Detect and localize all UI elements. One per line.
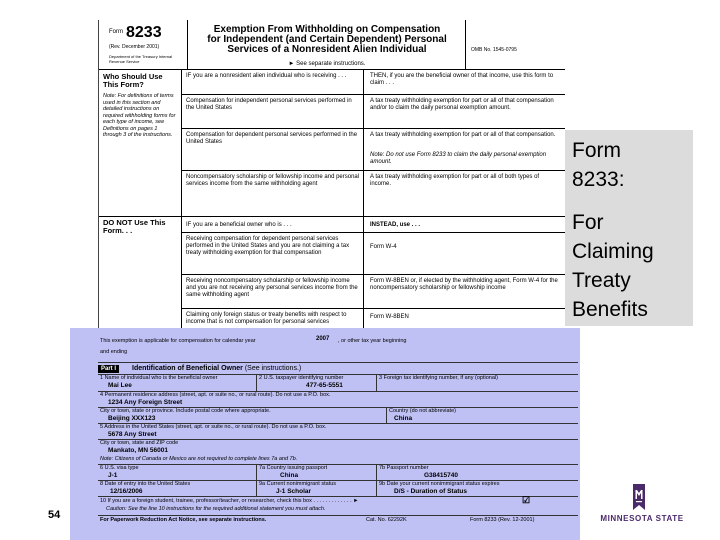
form-title [191, 25, 463, 55]
part-title-text: Identification of Beneficial Owner [132, 365, 243, 372]
row-divider [181, 170, 565, 171]
field7a-value: China [280, 472, 299, 479]
form-word: Form [109, 29, 123, 35]
field10-label: 10 If you are a foreign student, trainee, professor/teacher, or researcher, check this box . . . . . . . . . . . . . ► [100, 498, 359, 504]
form-8233-part1 [70, 328, 580, 540]
field1-label: 1 Name of individual who is the beneficial owner [100, 375, 218, 381]
instead-header: INSTEAD, use . . . [370, 222, 421, 228]
field7b-label: 7b Passport number [379, 465, 429, 471]
us-city-label: City or town, state and ZIP code [100, 440, 179, 446]
field9a-value: J-1 Scholar [276, 488, 312, 495]
header-divider [187, 20, 188, 70]
who-should-heading: Who Should Use This Form? [103, 72, 163, 89]
form-title-line2: for Independent (and Certain Dependent) Personal [207, 34, 447, 45]
field7a-label: 7a Country issuing passport [259, 465, 328, 471]
divider [98, 362, 578, 363]
logo-text: MINNESOTA STATE [600, 514, 684, 523]
header-divider-right [465, 20, 466, 70]
field1-value: Mai Lee [108, 382, 132, 389]
city-value: Beijing XXX123 [108, 415, 156, 422]
form-revision: (Rev. December 2001) [109, 44, 160, 50]
part-title [132, 365, 301, 373]
us-city-value: Mankato, MN 56001 [108, 447, 168, 454]
footer-cat-no: Cat. No. 62292K [366, 517, 407, 523]
divider [98, 496, 578, 497]
field9b-value: D/S - Duration of Status [394, 488, 467, 495]
if-header: IF you are a nonresident alien individual who is receiving . . . [186, 73, 347, 79]
divider [98, 464, 578, 465]
field4-label: 4 Permanent residence address (street, apt. or suite no., or rural route). Do not use a P.O. box. [100, 392, 331, 398]
applicable-text: This exemption is applicable for compensation for calendar year [100, 338, 256, 344]
column-divider [181, 70, 182, 216]
row5-then: Form W-8BEN or, if elected by the withholding agent, Form W-4 for the noncompensatory scholarship or fellowship income [370, 278, 558, 291]
country-label: Country (do not abbreviate) [389, 408, 456, 414]
column-divider-2 [363, 70, 364, 216]
do-not-use-heading: DO NOT Use This Form. . . [103, 218, 166, 235]
callout-line2: 8233: [572, 168, 625, 191]
divider [386, 407, 387, 423]
caution-text: Caution: See the line 10 instructions for the required additional statement you must attach. [106, 506, 326, 512]
form-header [99, 20, 565, 70]
part-label: Part I [98, 365, 119, 373]
slide-callout [565, 130, 693, 326]
then-header: THEN, if you are the beneficial owner of that income, use this form to claim . . . [370, 73, 554, 86]
field5-value: 5678 Any Street [108, 431, 157, 438]
row-divider [181, 308, 565, 309]
omb-number: OMB No. 1545-0795 [471, 47, 517, 53]
part-see-text: (See instructions.) [244, 365, 302, 372]
row-divider [181, 94, 565, 95]
see-instructions: ► See separate instructions. [288, 61, 366, 67]
row-divider [181, 232, 565, 233]
row2-if: Compensation for dependent personal services performed in the United States [186, 132, 358, 145]
row-divider [181, 128, 565, 129]
row3-then: A tax treaty withholding exemption for part or all of both types of income. [370, 174, 540, 187]
row4-if: Receiving compensation for dependent personal services performed in the United States and you are not claiming a tax treaty withholding exemption for that compensation [186, 236, 350, 256]
row2-then: A tax treaty withholding exemption for part or all of that compensation. [370, 132, 556, 138]
callout-line6: Benefits [572, 298, 648, 321]
field4-value: 1234 Any Foreign Street [108, 399, 183, 406]
definitions-note: Note: For definitions of terms used in this section and detailed instructions on required withholding forms for each type of income, see Definitions on pages 1 through 3 of the instructions. [103, 93, 176, 138]
field2-value: 477-65-5551 [306, 382, 343, 389]
row-divider [181, 274, 565, 275]
footer-form-id: Form 8233 (Rev. 12-2001) [470, 517, 535, 523]
field7b-value: G38415740 [424, 472, 458, 479]
and-ending-text: and ending [100, 349, 128, 355]
row6-then: Form W-8BEN [370, 314, 409, 320]
divider [376, 480, 377, 496]
form-number: 8233 [126, 24, 162, 41]
field2-label: 2 U.S. taxpayer identifying number [259, 375, 344, 381]
row5-if: Receiving noncompensatory scholarship or fellowship income and you are not receiving any personal services income from the same withholding agent [186, 278, 358, 298]
row2-then-note: Note: Do not use Form 8233 to claim the daily personal exemption amount. [370, 152, 547, 165]
form-title-line3: Services of a Nonresident Alien Individual [227, 44, 427, 55]
callout-line3: For [572, 211, 604, 234]
form-8233-top [98, 20, 564, 328]
who-should-column [99, 70, 181, 142]
field8-label: 8 Date of entry into the United States [100, 481, 191, 487]
divider [376, 464, 377, 480]
minnesota-state-logo-icon [632, 484, 646, 510]
city-label: City or town, state or province. Include postal code where appropriate. [100, 408, 271, 414]
field6-value: J-1 [108, 472, 118, 479]
do-not-use-section [99, 216, 565, 328]
country-value: China [394, 415, 413, 422]
field6-label: 6 U.S. visa type [100, 465, 139, 471]
divider [256, 464, 257, 480]
field5-label: 5 Address in the United States (street, apt. or suite no., or rural route). Do not use a P.O. box. [100, 424, 327, 430]
callout-line5: Treaty [572, 269, 631, 292]
divider [256, 374, 257, 391]
divider [376, 374, 377, 391]
page-number: 54 [48, 509, 61, 521]
field9b-label: 9b Date your current nonimmigrant status expires [379, 481, 500, 487]
field9a-label: 9a Current nonimmigrant status [259, 481, 337, 487]
callout-line4: Claiming [572, 240, 654, 263]
field8-value: 12/16/2006 [110, 488, 143, 495]
row1-if: Compensation for independent personal services performed in the United States [186, 98, 352, 111]
do-not-use-column [99, 216, 181, 238]
callout-line1: Form [572, 139, 621, 162]
field3-label: 3 Foreign tax identifying number, if any (optional) [379, 375, 498, 381]
divider [98, 515, 578, 516]
row3-if: Noncompensatory scholarship or fellowship income and personal services income from the same withholding agent [186, 174, 360, 187]
form-department: Department of the Treasury Internal Revenue Service [109, 54, 173, 64]
calendar-year-value: 2007 [316, 336, 330, 342]
row6-if: Claiming only foreign status or treaty benefits with respect to income that is not compensation for personal services [186, 312, 347, 325]
citizens-note: Note: Citizens of Canada or Mexico are not required to complete lines 7a and 7b. [100, 456, 298, 462]
form-title-line1: Exemption From Withholding on Compensation [213, 24, 441, 35]
row1-then: A tax treaty withholding exemption for part or all of that compensation and/or to claim the daily personal exemption amount. [370, 98, 554, 111]
row4-then: Form W-4 [370, 244, 397, 250]
divider [256, 480, 257, 496]
footer-paperwork: For Paperwork Reduction Act Notice, see separate instructions. [100, 517, 267, 523]
if-beneficial-header: IF you are a beneficial owner who is . . . [186, 222, 292, 228]
student-checkbox[interactable]: ☑ [522, 495, 531, 505]
minnesota-state-logo [596, 484, 688, 528]
who-should-use-section [99, 70, 565, 216]
other-tax-year-text: , or other tax year beginning [338, 338, 407, 344]
